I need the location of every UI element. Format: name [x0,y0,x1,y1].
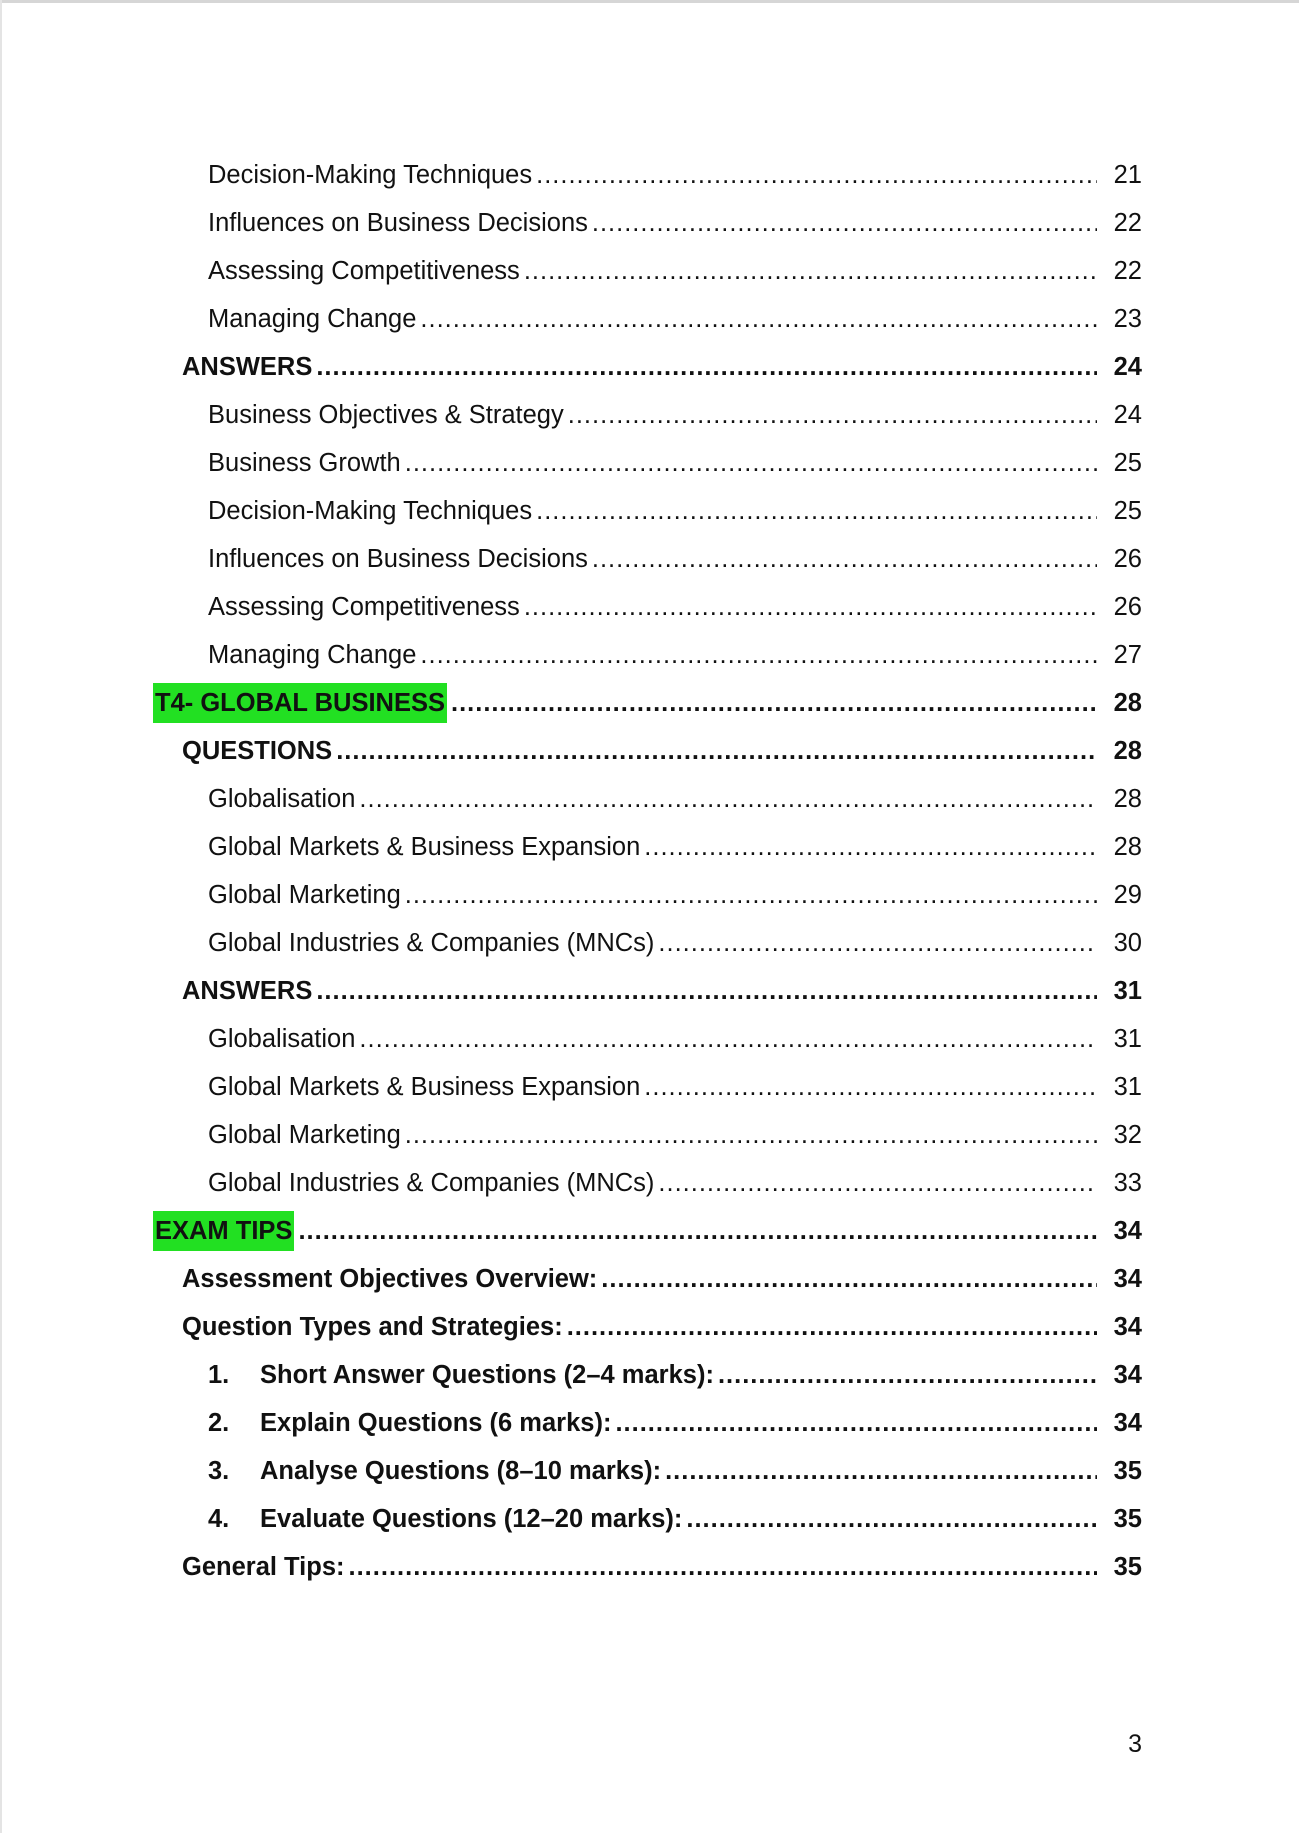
toc-entry-title: Business Objectives & Strategy [208,401,564,429]
toc-entry[interactable] [208,443,1142,483]
toc-entry-page: 24 [1113,401,1142,429]
toc-section-questions[interactable] [182,731,1142,771]
toc-entry-page: 26 [1113,545,1142,573]
toc-entry-title: Global Marketing [208,881,401,909]
dot-leader [644,827,1097,867]
dot-leader [601,1259,1097,1299]
toc-entry-title: Question Types and Strategies: [182,1313,563,1341]
toc-numbered-entry[interactable] [208,1451,1142,1491]
dot-leader [658,923,1097,963]
toc-entry-page: 28 [1113,833,1142,861]
toc-entry-page: 28 [1113,737,1142,765]
toc-entry-number: 4. [208,1505,230,1533]
dot-leader [536,155,1097,195]
dot-leader [615,1403,1097,1443]
toc-entry-page: 35 [1113,1457,1142,1485]
dot-leader [420,299,1097,339]
toc-entry-title: Analyse Questions (8–10 marks): [260,1457,662,1485]
toc-numbered-entry[interactable] [208,1355,1142,1395]
toc-entry-title: Influences on Business Decisions [208,545,588,573]
toc-entry-title: ANSWERS [182,353,313,381]
toc-entry-page: 30 [1113,929,1142,957]
dot-leader [592,203,1097,243]
toc-entry-title: Assessing Competitiveness [208,593,520,621]
toc-chapter-exam-tips[interactable] [155,1211,1142,1251]
toc-entry[interactable] [208,635,1142,675]
dot-leader [349,1547,1097,1587]
toc-numbered-entry[interactable] [208,1403,1142,1443]
toc-entry-title: Evaluate Questions (12–20 marks): [260,1505,683,1533]
toc-entry-number: 1. [208,1361,230,1389]
toc-entry[interactable] [208,539,1142,579]
toc-numbered-entry[interactable] [208,1499,1142,1539]
toc-entry-title: ANSWERS [182,977,313,1005]
toc-entry-page: 33 [1113,1169,1142,1197]
toc-entry-page: 21 [1113,161,1142,189]
toc-entry-title: Short Answer Questions (2–4 marks): [260,1361,714,1389]
toc-entry-title: Influences on Business Decisions [208,209,588,237]
toc-entry-page: 34 [1113,1217,1142,1245]
toc-entry-page: 25 [1113,449,1142,477]
toc-entry[interactable] [208,299,1142,339]
dot-leader [359,779,1097,819]
toc-entry-number: 3. [208,1457,230,1485]
toc-chapter-global-business[interactable] [155,683,1142,723]
toc-entry-page: 34 [1113,1265,1142,1293]
toc-entry-title: Assessment Objectives Overview: [182,1265,598,1293]
toc-entry[interactable] [208,251,1142,291]
toc-entry-title: Global Industries & Companies (MNCs) [208,929,655,957]
toc-entry-title: Global Markets & Business Expansion [208,1073,641,1101]
toc-entry-title: Managing Change [208,641,417,669]
toc-entry-title: Business Growth [208,449,401,477]
toc-section[interactable] [182,1307,1142,1347]
toc-entry-title: Globalisation [208,1025,356,1053]
toc-entry-page: 23 [1113,305,1142,333]
toc-entry[interactable] [208,155,1142,195]
toc-entry-title: Managing Change [208,305,417,333]
toc-entry[interactable] [208,1163,1142,1203]
dot-leader [718,1355,1097,1395]
dot-leader [405,443,1097,483]
toc-entry-title: Global Industries & Companies (MNCs) [208,1169,655,1197]
toc-entry-page: 32 [1113,1121,1142,1149]
toc-entry-title: Global Marketing [208,1121,401,1149]
dot-leader [405,1115,1097,1155]
toc-entry-title: Explain Questions (6 marks): [260,1409,612,1437]
dot-leader [644,1067,1097,1107]
dot-leader [524,251,1097,291]
dot-leader [451,683,1097,723]
toc-entry[interactable] [208,923,1142,963]
dot-leader [359,1019,1097,1059]
dot-leader [524,587,1097,627]
toc-entry[interactable] [208,875,1142,915]
dot-leader [420,635,1097,675]
toc-entry-number: 2. [208,1409,230,1437]
toc-chapter-title-highlighted: T4- GLOBAL BUSINESS [153,683,447,723]
toc-entry[interactable] [208,1019,1142,1059]
toc-entry-page: 26 [1113,593,1142,621]
dot-leader [658,1163,1097,1203]
toc-entry[interactable] [208,779,1142,819]
toc-entry-title: General Tips: [182,1553,345,1581]
toc-section-answers[interactable] [182,971,1142,1011]
toc-entry[interactable] [208,1115,1142,1155]
toc-entry-title: Assessing Competitiveness [208,257,520,285]
toc-entry-page: 22 [1113,257,1142,285]
toc-entry[interactable] [208,491,1142,531]
dot-leader [592,539,1097,579]
toc-entry-title: Global Markets & Business Expansion [208,833,641,861]
dot-leader [316,971,1097,1011]
toc-entry[interactable] [208,203,1142,243]
toc-entry-title: Decision-Making Techniques [208,161,533,189]
toc-entry-page: 34 [1113,1313,1142,1341]
toc-entry-page: 34 [1113,1361,1142,1389]
toc-entry-title: Decision-Making Techniques [208,497,533,525]
dot-leader [665,1451,1097,1491]
dot-leader [536,491,1097,531]
toc-entry-title: Globalisation [208,785,356,813]
toc-entry-page: 27 [1113,641,1142,669]
toc-entry-page: 31 [1113,1073,1142,1101]
toc-entry[interactable] [208,1067,1142,1107]
toc-entry-title: QUESTIONS [182,737,333,765]
dot-leader [686,1499,1097,1539]
dot-leader [316,347,1097,387]
page-number: 3 [1128,1730,1142,1758]
dot-leader [336,731,1097,771]
toc-entry[interactable] [208,395,1142,435]
dot-leader [568,395,1097,435]
toc-entry-page: 35 [1113,1505,1142,1533]
dot-leader [298,1211,1097,1251]
toc-entry-page: 34 [1113,1409,1142,1437]
toc-section-answers[interactable] [182,347,1142,387]
toc-entry-page: 31 [1113,977,1142,1005]
toc-entry-page: 29 [1113,881,1142,909]
toc-section[interactable] [182,1547,1142,1587]
toc-chapter-title-highlighted: EXAM TIPS [153,1211,294,1251]
toc-entry-page: 22 [1113,209,1142,237]
toc-entry[interactable] [208,827,1142,867]
toc-entry-page: 28 [1113,689,1142,717]
dot-leader [405,875,1097,915]
toc-section[interactable] [182,1259,1142,1299]
toc-entry-page: 25 [1113,497,1142,525]
toc-entry-page: 28 [1113,785,1142,813]
dot-leader [567,1307,1097,1347]
toc-entry[interactable] [208,587,1142,627]
toc-entry-page: 35 [1113,1553,1142,1581]
page-edge-left [0,0,2,1833]
toc-entry-page: 24 [1113,353,1142,381]
page-edge-top [0,0,1299,3]
toc-entry-page: 31 [1113,1025,1142,1053]
